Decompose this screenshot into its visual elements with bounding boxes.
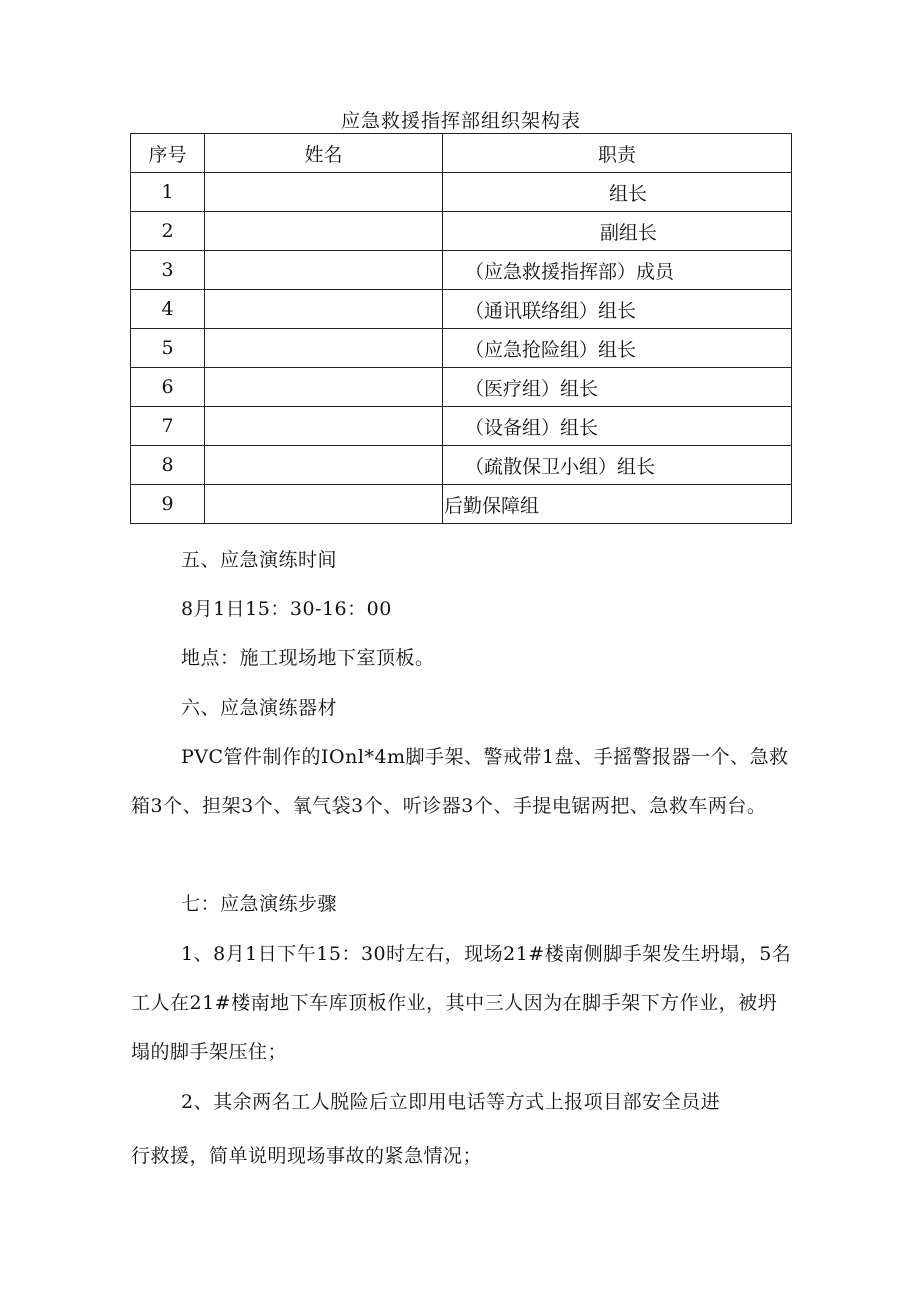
section-7-heading: 七：应急演练步骤 bbox=[181, 893, 338, 915]
table-row bbox=[131, 173, 792, 212]
section-6-heading: 六、应急演练器材 bbox=[181, 697, 338, 719]
table-row bbox=[131, 368, 792, 407]
row-name bbox=[205, 212, 443, 251]
row-no: 1 bbox=[131, 173, 205, 212]
table-header-row bbox=[131, 134, 792, 173]
row-name bbox=[205, 446, 443, 485]
row-no: 7 bbox=[131, 407, 205, 446]
section-5-heading: 五、应急演练时间 bbox=[181, 549, 338, 571]
row-duty: （通讯联络组）组长 bbox=[443, 290, 792, 329]
row-name bbox=[205, 329, 443, 368]
row-no: 5 bbox=[131, 329, 205, 368]
header-name: 姓名 bbox=[205, 134, 443, 173]
drill-equipment-paragraph: PVC管件制作的IOnl*4m脚手架、警戒带1盘、手摇警报器一个、急救箱3个、担架3个、氧气袋3个、听诊器3个、手提电锯两把、急救车两台。 bbox=[131, 746, 789, 817]
table-row bbox=[131, 446, 792, 485]
row-no: 9 bbox=[131, 485, 205, 524]
table-row bbox=[131, 290, 792, 329]
row-duty: （应急救援指挥部）成员 bbox=[443, 251, 792, 290]
drill-step-1: 1、8月1日下午15：30时左右，现场21#楼南侧脚手架发生坍塌，5名工人在21#楼南地下车库顶板作业，其中三人因为在脚手架下方作业，被坍塌的脚手架压住； bbox=[131, 943, 792, 1063]
row-name bbox=[205, 407, 443, 446]
table-row bbox=[131, 485, 792, 524]
table-row bbox=[131, 212, 792, 251]
row-no: 6 bbox=[131, 368, 205, 407]
row-no: 8 bbox=[131, 446, 205, 485]
header-no: 序号 bbox=[131, 134, 205, 173]
row-duty: （疏散保卫小组）组长 bbox=[443, 446, 792, 485]
row-duty: 组长 bbox=[443, 173, 792, 212]
drill-time: 8月1日15：30-16：00 bbox=[181, 598, 392, 620]
row-duty: （设备组）组长 bbox=[443, 407, 792, 446]
row-duty: （应急抢险组）组长 bbox=[443, 329, 792, 368]
row-name bbox=[205, 290, 443, 329]
header-duty: 职责 bbox=[443, 134, 792, 173]
row-name bbox=[205, 173, 443, 212]
row-no: 2 bbox=[131, 212, 205, 251]
org-structure-table bbox=[130, 133, 792, 524]
drill-step-2-line-2: 行救援，简单说明现场事故的紧急情况； bbox=[131, 1145, 483, 1167]
table-row bbox=[131, 407, 792, 446]
row-name bbox=[205, 368, 443, 407]
table-row bbox=[131, 329, 792, 368]
drill-location: 地点：施工现场地下室顶板。 bbox=[181, 647, 435, 669]
row-name bbox=[205, 251, 443, 290]
drill-step-2-line-1: 2、其余两名工人脱险后立即用电话等方式上报项目部安全员进 bbox=[181, 1091, 721, 1113]
row-no: 4 bbox=[131, 290, 205, 329]
row-no: 3 bbox=[131, 251, 205, 290]
row-name bbox=[205, 485, 443, 524]
table-title: 应急救援指挥部组织架构表 bbox=[340, 110, 581, 132]
row-duty: 副组长 bbox=[443, 212, 792, 251]
row-duty: （医疗组）组长 bbox=[443, 368, 792, 407]
table-row bbox=[131, 251, 792, 290]
row-duty: 后勤保障组 bbox=[443, 485, 792, 524]
